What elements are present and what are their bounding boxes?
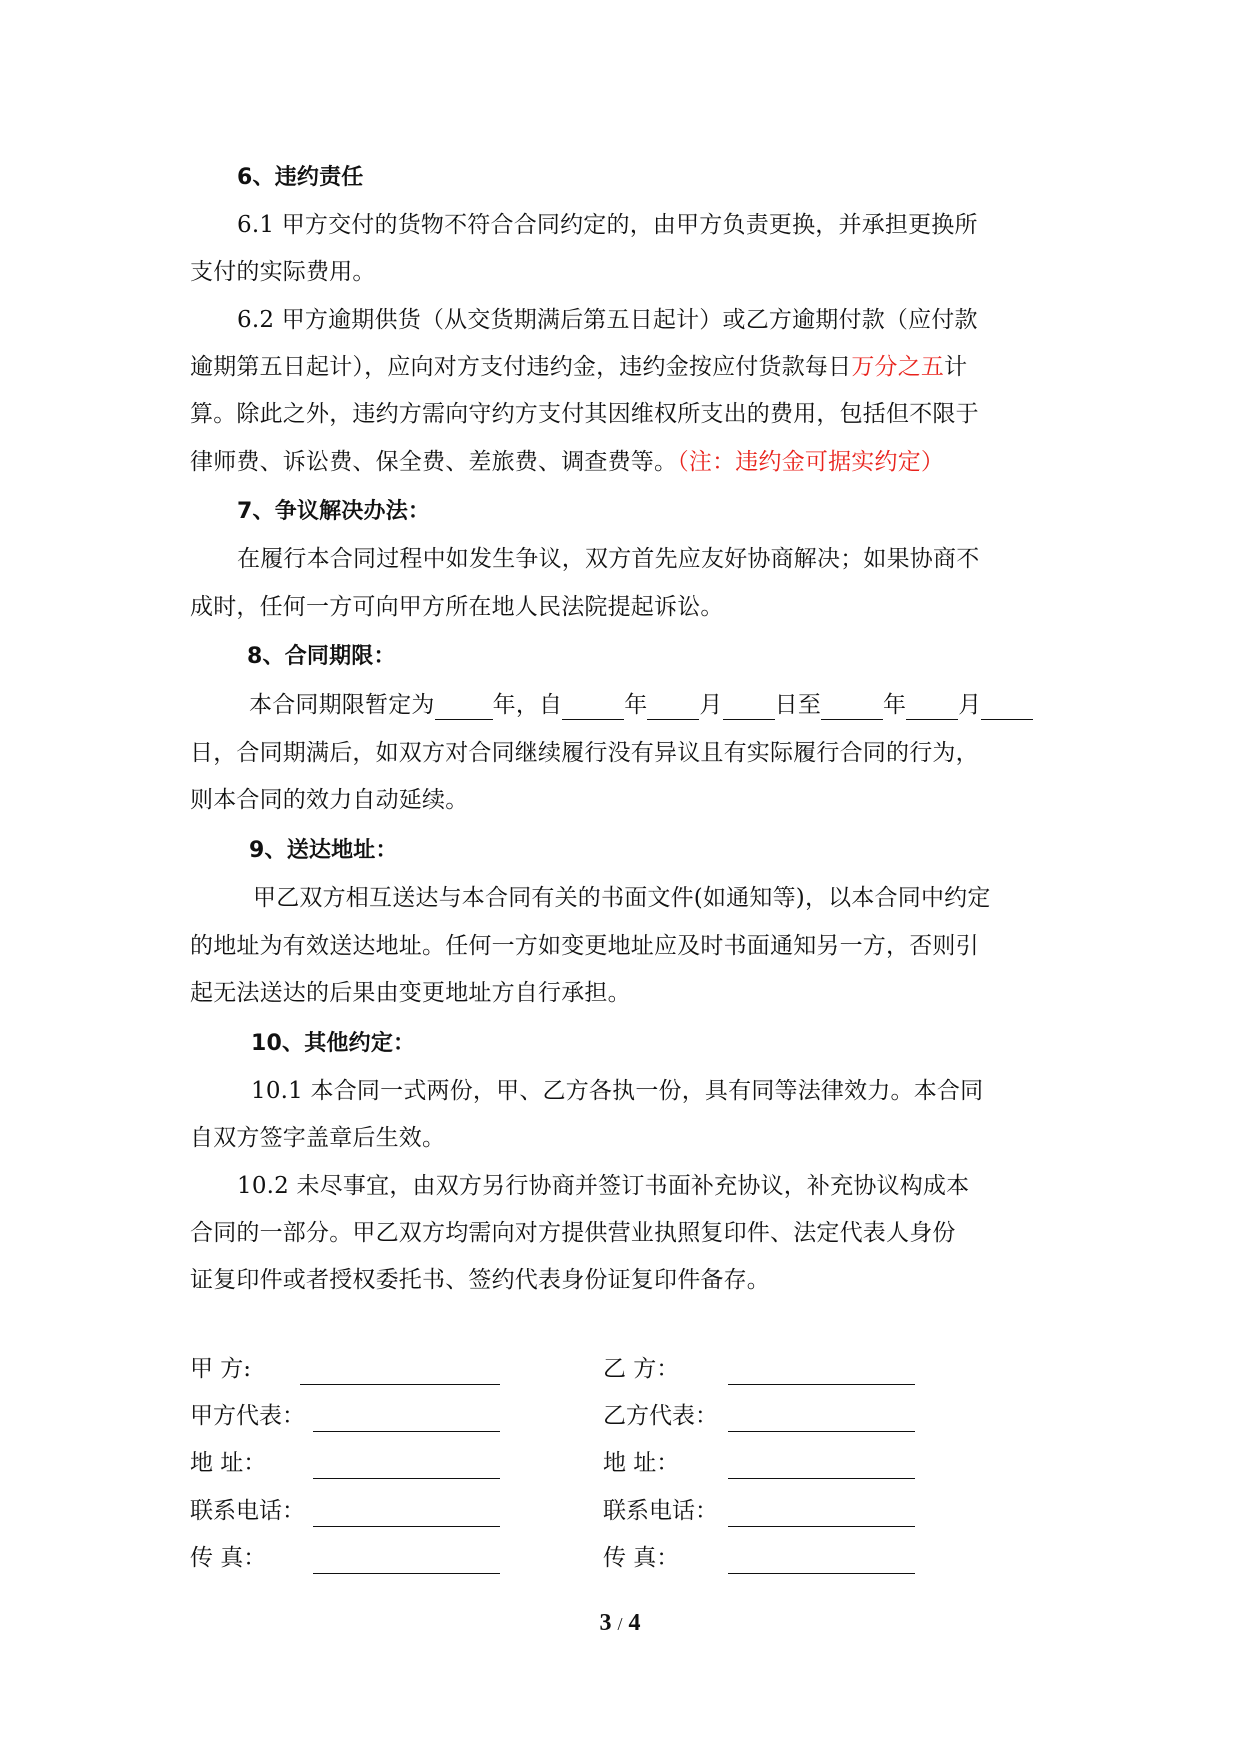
clause-10-1-line-2: 自双方签字盖章后生效。 — [190, 1125, 446, 1151]
party-b-rep-field[interactable] — [728, 1431, 915, 1432]
party-a-name-label: 甲 方: — [190, 1356, 252, 1382]
party-a-name-field[interactable] — [300, 1384, 500, 1385]
month-label: 月 — [699, 692, 723, 718]
clause-10-2-line-1: 10.2 未尽事宜，由双方另行协商并签订书面补充协议，补充协议构成本 — [237, 1173, 970, 1199]
penalty-note-highlight: （注：违约金可据实约定） — [677, 449, 945, 475]
party-b-name-field[interactable] — [728, 1384, 915, 1385]
party-b-address-field[interactable] — [728, 1478, 915, 1479]
section-8-heading: 8、合同期限： — [247, 644, 396, 669]
party-b-phone-label: 联系电话： — [603, 1498, 718, 1524]
end-year-blank[interactable] — [821, 695, 883, 720]
address-line-3: 起无法送达的后果由变更地址方自行承担。 — [190, 980, 631, 1006]
clause-6-1-line-1: 6.1 甲方交付的货物不符合合同约定的，由甲方负责更换，并承担更换所 — [237, 212, 978, 238]
clause-10-2-line-2: 合同的一部分。甲乙双方均需向对方提供营业执照复印件、法定代表人身份 — [190, 1220, 956, 1246]
end-month-blank[interactable] — [906, 695, 958, 720]
page-separator: / — [617, 1614, 623, 1634]
year-label: 年 — [883, 692, 907, 718]
address-line-2: 的地址为有效送达地址。任何一方如变更地址应及时书面通知另一方，否则引 — [190, 933, 979, 959]
clause-6-2-text-c: 律师费、诉讼费、保全费、差旅费、调查费等。 — [190, 449, 678, 475]
party-b-phone-field[interactable] — [728, 1526, 915, 1527]
term-line-2: 日，合同期满后，如双方对合同继续履行没有异议且有实际履行合同的行为， — [190, 740, 979, 766]
year-label: 年 — [624, 692, 648, 718]
from-label: ，自 — [515, 692, 563, 718]
day-label: 日 — [774, 692, 798, 718]
to-label: 至 — [797, 692, 822, 718]
party-b-name-label: 乙 方： — [603, 1356, 680, 1382]
party-b-rep-label: 乙方代表： — [603, 1403, 718, 1429]
term-line-1 — [249, 690, 1119, 720]
party-a-address-field[interactable] — [313, 1478, 500, 1479]
section-7-heading: 7、争议解决办法： — [237, 499, 431, 524]
section-10-heading: 10、其他约定： — [251, 1031, 416, 1056]
party-a-rep-label: 甲方代表： — [190, 1403, 305, 1429]
term-years-blank[interactable] — [435, 695, 493, 720]
section-6-heading: 6、违约责任 — [237, 165, 364, 190]
party-a-fax-label: 传 真： — [190, 1545, 267, 1571]
party-a-fax-field[interactable] — [313, 1573, 500, 1574]
party-a-phone-field[interactable] — [313, 1526, 500, 1527]
section-9-heading: 9、送达地址： — [249, 838, 398, 863]
party-b-address-label: 地 址： — [603, 1450, 680, 1476]
clause-6-2-text-b: 计 — [944, 354, 968, 380]
term-intro: 本合同期限暂定为 — [249, 692, 435, 718]
clause-6-1-line-2: 支付的实际费用。 — [190, 259, 376, 285]
year-label: 年 — [492, 692, 516, 718]
dispute-line-1: 在履行本合同过程中如发生争议，双方首先应友好协商解决；如果协商不 — [237, 546, 980, 572]
clause-6-2-line-1: 6.2 甲方逾期供货（从交货期满后第五日起计）或乙方逾期付款（应付款 — [237, 307, 978, 333]
clause-6-2-line-4 — [190, 447, 1060, 477]
month-label: 月 — [958, 692, 982, 718]
term-line-3: 则本合同的效力自动延续。 — [190, 787, 469, 813]
party-a-phone-label: 联系电话： — [190, 1498, 305, 1524]
clause-6-2-line-2 — [190, 352, 1060, 382]
page-total: 4 — [628, 1610, 641, 1636]
clause-6-2-line-3: 算。除此之外，违约方需向守约方支付其因维权所支出的费用，包括但不限于 — [190, 401, 979, 427]
clause-6-2-text-a: 逾期第五日起计），应向对方支付违约金，违约金按应付货款每日 — [190, 354, 852, 380]
dispute-line-2: 成时，任何一方可向甲方所在地人民法院提起诉讼。 — [190, 594, 724, 620]
clause-10-1-line-1: 10.1 本合同一式两份，甲、乙方各执一份，具有同等法律效力。本合同 — [251, 1078, 984, 1104]
clause-10-2-line-3: 证复印件或者授权委托书、签约代表身份证复印件备存。 — [190, 1267, 770, 1293]
start-year-blank[interactable] — [562, 695, 624, 720]
address-line-1: 甲乙双方相互送达与本合同有关的书面文件(如通知等)，以本合同中约定 — [253, 885, 991, 911]
start-day-blank[interactable] — [723, 695, 775, 720]
page-current: 3 — [599, 1610, 612, 1636]
end-day-blank[interactable] — [981, 695, 1033, 720]
start-month-blank[interactable] — [647, 695, 699, 720]
penalty-rate-highlight: 万分之五 — [851, 354, 945, 380]
party-a-rep-field[interactable] — [313, 1431, 500, 1432]
party-a-address-label: 地 址： — [190, 1450, 267, 1476]
party-b-fax-label: 传 真： — [603, 1545, 680, 1571]
page-number — [0, 1610, 1240, 1637]
party-b-fax-field[interactable] — [728, 1573, 915, 1574]
